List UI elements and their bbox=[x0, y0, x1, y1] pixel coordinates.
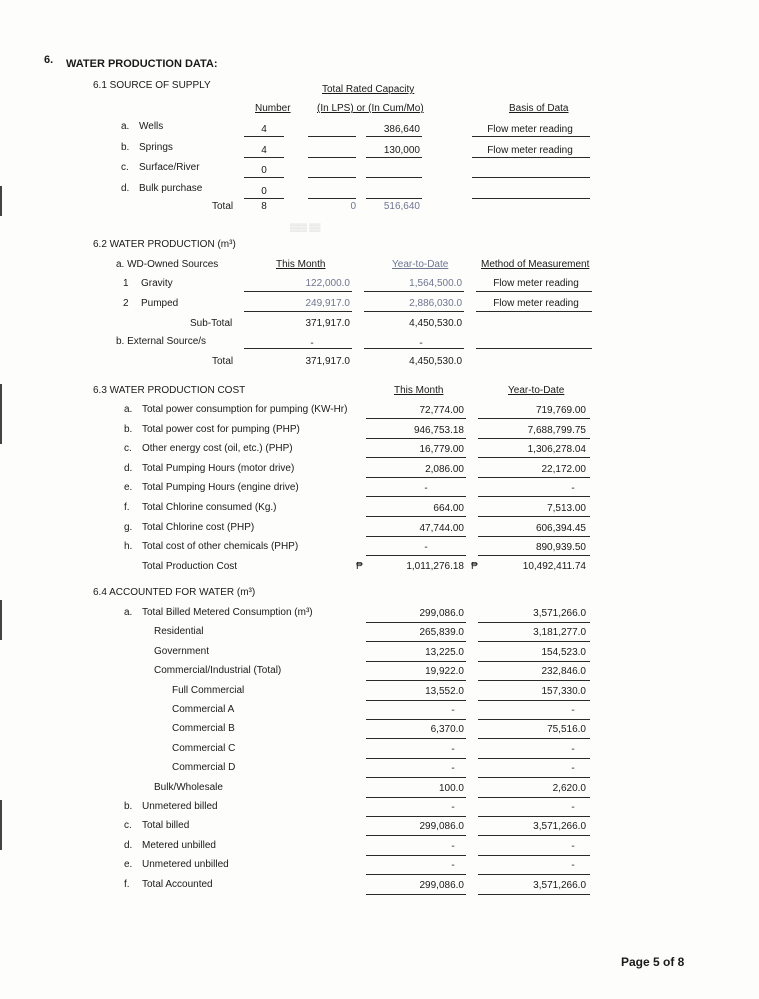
s61-total-label: Total bbox=[212, 201, 234, 212]
s64-row-ytd: - bbox=[571, 763, 575, 775]
s63-row-this-month: 47,744.00 bbox=[419, 522, 464, 534]
s62-total-ytd: 4,450,530.0 bbox=[409, 356, 462, 367]
s64-row-ytd: 3,181,277.0 bbox=[533, 627, 586, 639]
s62-sub-b: b. External Source/s bbox=[116, 336, 207, 347]
rule bbox=[366, 555, 466, 556]
s63-heading: 6.3 WATER PRODUCTION COST bbox=[93, 385, 246, 396]
s63-row-letter: f. bbox=[124, 502, 130, 513]
rule bbox=[364, 291, 464, 292]
s63-row-this-month: 16,779.00 bbox=[419, 444, 464, 456]
rule bbox=[366, 438, 466, 439]
rule bbox=[478, 700, 590, 701]
s62-total-label: Total bbox=[212, 356, 234, 367]
s63-peso-sign-2: ₱ bbox=[471, 561, 478, 572]
s62-subtotal-this-month: 371,917.0 bbox=[305, 318, 350, 329]
s61-col-capacity-units: (In LPS) or (In Cum/Mo) bbox=[317, 103, 424, 114]
s64-row-label: Total Billed Metered Consumption (m³) bbox=[142, 607, 313, 618]
s62-row-num: 1 bbox=[123, 278, 129, 289]
s61-row-letter: a. bbox=[121, 121, 130, 132]
s64-row-letter: f. bbox=[124, 878, 130, 890]
s64-row-ytd: - bbox=[571, 802, 575, 813]
s64-row-ytd: 154,523.0 bbox=[541, 646, 586, 658]
rule bbox=[244, 157, 284, 158]
s64-row-this-month: 19,922.0 bbox=[425, 666, 464, 678]
s63-row-label: Total Chlorine consumed (Kg.) bbox=[142, 502, 277, 513]
scan-edge-mark bbox=[0, 384, 2, 444]
rule bbox=[366, 198, 422, 199]
rule bbox=[366, 797, 466, 798]
rule bbox=[366, 496, 466, 497]
s64-row-label: Unmetered billed bbox=[142, 801, 218, 812]
s61-total-number: 8 bbox=[261, 201, 267, 212]
s64-row-ytd: - bbox=[571, 743, 575, 755]
rule bbox=[366, 738, 466, 739]
rule bbox=[366, 536, 466, 537]
s62-subtotal-ytd: 4,450,530.0 bbox=[409, 318, 462, 329]
rule bbox=[244, 348, 352, 349]
s64-row-letter: b. bbox=[124, 801, 133, 812]
rule bbox=[308, 157, 356, 158]
s63-row-letter: a. bbox=[124, 404, 133, 415]
s64-row-letter: c. bbox=[124, 820, 132, 832]
s64-row-this-month: 265,839.0 bbox=[419, 627, 464, 639]
rule bbox=[478, 777, 590, 778]
s62-row-this-month: 249,917.0 bbox=[305, 298, 350, 309]
s63-row-ytd: 7,688,799.75 bbox=[527, 424, 586, 436]
s63-row-ytd: 719,769.00 bbox=[535, 405, 586, 416]
rule bbox=[366, 661, 466, 662]
s62-col-method: Method of Measurement bbox=[481, 259, 590, 270]
rule bbox=[478, 835, 590, 836]
section-number: 6. bbox=[44, 54, 54, 66]
s64-row-this-month: 13,552.0 bbox=[425, 685, 464, 697]
rule bbox=[478, 516, 590, 517]
s63-row-ytd: - bbox=[571, 483, 575, 495]
s62-col-ytd: Year-to-Date bbox=[392, 259, 449, 270]
s64-row-label: Commercial/Industrial (Total) bbox=[154, 665, 282, 677]
s62-heading: 6.2 WATER PRODUCTION (m³) bbox=[93, 239, 236, 250]
s61-row-label: Wells bbox=[139, 121, 164, 132]
s62-total-this-month: 371,917.0 bbox=[305, 356, 350, 367]
s61-col-capacity-title: Total Rated Capacity bbox=[322, 84, 415, 95]
s63-row-ytd: 890,939.50 bbox=[535, 542, 586, 554]
s64-row-label: Commercial C bbox=[172, 742, 236, 754]
rule bbox=[366, 457, 466, 458]
rule bbox=[244, 136, 284, 137]
s64-row-this-month: - bbox=[451, 763, 455, 775]
s62-external-this-month: - bbox=[310, 338, 314, 349]
s63-row-label: Other energy cost (oil, etc.) (PHP) bbox=[142, 443, 293, 455]
s63-row-label: Total Pumping Hours (engine drive) bbox=[142, 482, 299, 494]
s62-row-method: Flow meter reading bbox=[493, 298, 579, 309]
s63-total-label: Total Production Cost bbox=[142, 561, 238, 572]
rule bbox=[478, 894, 590, 895]
s61-col-number: Number bbox=[255, 103, 291, 114]
page-number: Page 5 of 8 bbox=[621, 955, 685, 969]
s64-row-ytd: - bbox=[571, 860, 575, 872]
rule bbox=[478, 874, 590, 875]
s64-heading: 6.4 ACCOUNTED FOR WATER (m³) bbox=[93, 587, 256, 598]
s63-row-label: Total Pumping Hours (motor drive) bbox=[142, 462, 295, 474]
s64-row-this-month: 100.0 bbox=[438, 782, 464, 794]
rule bbox=[366, 680, 466, 681]
rule bbox=[244, 177, 284, 178]
s62-external-ytd: - bbox=[419, 338, 423, 349]
rule bbox=[366, 516, 466, 517]
scan-edge-mark bbox=[0, 800, 2, 850]
s61-row-number: 0 bbox=[261, 185, 267, 197]
s63-row-ytd: 22,172.00 bbox=[541, 463, 586, 475]
s64-row-this-month: 299,086.0 bbox=[419, 821, 464, 833]
s64-row-this-month: 13,225.0 bbox=[425, 646, 464, 658]
s61-row-basis: Flow meter reading bbox=[487, 124, 573, 135]
s61-row-number: 0 bbox=[261, 165, 267, 176]
s63-peso-sign: ₱ bbox=[356, 561, 363, 572]
rule bbox=[478, 496, 590, 497]
s63-row-letter: d. bbox=[124, 462, 133, 474]
s61-row-letter: b. bbox=[121, 141, 130, 153]
rule bbox=[366, 477, 466, 478]
s61-row-cum: 386,640 bbox=[383, 124, 420, 135]
s61-row-label: Surface/River bbox=[139, 162, 200, 173]
s63-row-this-month: - bbox=[424, 542, 428, 554]
s61-row-basis: Flow meter reading bbox=[487, 144, 573, 156]
s61-row-cum: 130,000 bbox=[383, 144, 420, 156]
rule bbox=[366, 641, 466, 642]
rule bbox=[478, 536, 590, 537]
rule bbox=[478, 680, 590, 681]
s64-row-label: Total billed bbox=[142, 820, 190, 832]
s64-row-ytd: 75,516.0 bbox=[547, 724, 586, 736]
rule bbox=[366, 855, 466, 856]
s61-total-lps: 0 bbox=[350, 201, 356, 212]
rule bbox=[366, 177, 422, 178]
rule bbox=[364, 348, 464, 349]
rule bbox=[478, 758, 590, 759]
s64-row-letter: a. bbox=[124, 607, 133, 618]
rule bbox=[476, 348, 592, 349]
s63-row-label: Total cost of other chemicals (PHP) bbox=[142, 541, 299, 553]
rule bbox=[478, 477, 590, 478]
rule bbox=[308, 198, 356, 199]
s64-row-letter: e. bbox=[124, 859, 133, 871]
scan-edge-mark bbox=[0, 600, 2, 640]
s63-row-this-month: 72,774.00 bbox=[419, 405, 464, 416]
rule bbox=[364, 311, 464, 312]
s64-row-letter: d. bbox=[124, 839, 133, 851]
s63-row-letter: c. bbox=[124, 443, 132, 455]
s62-row-label: Pumped bbox=[141, 298, 179, 309]
s61-row-number: 4 bbox=[261, 124, 267, 135]
s61-row-letter: d. bbox=[121, 182, 130, 194]
rule bbox=[244, 198, 284, 199]
s63-row-letter: h. bbox=[124, 541, 133, 553]
rule bbox=[478, 622, 590, 623]
s64-row-label: Commercial D bbox=[172, 762, 236, 774]
s64-row-ytd: - bbox=[571, 705, 575, 716]
s61-row-label: Springs bbox=[139, 141, 173, 153]
rule bbox=[366, 418, 466, 419]
rule bbox=[366, 136, 422, 137]
s63-row-label: Total Chlorine cost (PHP) bbox=[142, 521, 255, 533]
rule bbox=[366, 700, 466, 701]
s64-row-this-month: - bbox=[451, 705, 455, 716]
rule bbox=[478, 797, 590, 798]
rule bbox=[478, 855, 590, 856]
s61-row-label: Bulk purchase bbox=[139, 182, 203, 194]
rule bbox=[478, 418, 590, 419]
s61-total-cum: 516,640 bbox=[383, 201, 420, 212]
rule bbox=[478, 555, 590, 556]
s64-row-label: Government bbox=[154, 645, 210, 657]
rule bbox=[366, 835, 466, 836]
s62-row-num: 2 bbox=[123, 298, 129, 309]
s63-row-letter: e. bbox=[124, 482, 133, 494]
s63-col-this-month: This Month bbox=[394, 385, 444, 396]
s64-row-this-month: - bbox=[451, 802, 455, 813]
s64-row-ytd: 232,846.0 bbox=[541, 666, 586, 678]
s61-heading: 6.1 SOURCE OF SUPPLY bbox=[93, 80, 211, 91]
scan-edge-mark bbox=[0, 186, 2, 216]
s64-row-this-month: 6,370.0 bbox=[430, 724, 464, 736]
s64-row-this-month: - bbox=[451, 860, 455, 872]
s62-row-ytd: 2,886,030.0 bbox=[409, 298, 462, 309]
s63-row-letter: b. bbox=[124, 423, 133, 435]
rule bbox=[366, 719, 466, 720]
s62-subtotal-label: Sub-Total bbox=[190, 318, 233, 329]
s64-row-label: Metered unbilled bbox=[142, 839, 216, 851]
s63-row-letter: g. bbox=[124, 521, 133, 533]
s62-row-method: Flow meter reading bbox=[493, 278, 579, 289]
rule bbox=[472, 177, 590, 178]
s64-row-ytd: 157,330.0 bbox=[541, 685, 586, 697]
s63-row-this-month: 664.00 bbox=[433, 503, 464, 514]
s61-col-basis: Basis of Data bbox=[509, 103, 569, 114]
s63-row-label: Total power consumption for pumping (KW-Hr) bbox=[142, 404, 348, 415]
s63-row-label: Total power cost for pumping (PHP) bbox=[142, 423, 300, 435]
rule bbox=[472, 136, 590, 137]
rule bbox=[478, 641, 590, 642]
rule bbox=[366, 816, 466, 817]
s64-row-label: Total Accounted bbox=[142, 878, 213, 890]
s61-row-letter: c. bbox=[121, 162, 129, 173]
s64-row-this-month: 299,086.0 bbox=[419, 608, 464, 619]
rule bbox=[366, 622, 466, 623]
s64-row-label: Commercial B bbox=[172, 723, 235, 735]
rule bbox=[478, 661, 590, 662]
s64-row-this-month: - bbox=[451, 840, 455, 852]
rule bbox=[244, 291, 352, 292]
rule bbox=[308, 136, 356, 137]
s62-row-ytd: 1,564,500.0 bbox=[409, 278, 462, 289]
s63-row-ytd: 7,513.00 bbox=[547, 503, 586, 514]
rule bbox=[478, 438, 590, 439]
s62-sub-a: a. WD-Owned Sources bbox=[116, 259, 219, 270]
rule bbox=[366, 894, 466, 895]
rule bbox=[366, 874, 466, 875]
rule bbox=[476, 311, 592, 312]
s64-row-label: Residential bbox=[154, 626, 204, 638]
s64-row-ytd: 2,620.0 bbox=[552, 782, 586, 794]
s63-row-this-month: 2,086.00 bbox=[425, 463, 464, 475]
rule bbox=[472, 157, 590, 158]
s63-total-this-month: 1,011,276.18 bbox=[406, 561, 464, 572]
s63-row-ytd: 606,394.45 bbox=[535, 522, 586, 534]
s62-col-this-month: This Month bbox=[276, 259, 326, 270]
s64-row-ytd: 3,571,266.0 bbox=[533, 608, 586, 619]
s64-row-label: Unmetered unbilled bbox=[142, 859, 229, 871]
s63-row-ytd: 1,306,278.04 bbox=[527, 444, 586, 456]
s64-row-label: Full Commercial bbox=[172, 684, 245, 696]
rule bbox=[478, 719, 590, 720]
s63-row-this-month: 946,753.18 bbox=[413, 424, 464, 436]
s61-row-number: 4 bbox=[261, 144, 267, 156]
s63-col-ytd: Year-to-Date bbox=[508, 385, 565, 396]
s64-row-ytd: 3,571,266.0 bbox=[533, 821, 586, 833]
rule bbox=[476, 291, 592, 292]
rule bbox=[478, 738, 590, 739]
rule bbox=[478, 457, 590, 458]
bleed-through-text: ▒▒▒ ▒▒ bbox=[290, 223, 321, 232]
s64-row-this-month: 299,086.0 bbox=[419, 879, 464, 891]
s64-row-ytd: 3,571,266.0 bbox=[533, 879, 586, 891]
s62-row-this-month: 122,000.0 bbox=[305, 278, 350, 289]
s62-row-label: Gravity bbox=[141, 278, 173, 289]
s63-total-ytd: 10,492,411.74 bbox=[522, 561, 586, 572]
section-title: WATER PRODUCTION DATA: bbox=[66, 58, 218, 70]
rule bbox=[366, 758, 466, 759]
rule bbox=[366, 157, 422, 158]
rule bbox=[244, 311, 352, 312]
rule bbox=[366, 777, 466, 778]
s64-row-ytd: - bbox=[571, 840, 575, 852]
s63-row-this-month: - bbox=[424, 483, 428, 495]
rule bbox=[478, 816, 590, 817]
rule bbox=[472, 198, 590, 199]
s64-row-this-month: - bbox=[451, 743, 455, 755]
rule bbox=[308, 177, 356, 178]
s64-row-label: Commercial A bbox=[172, 704, 235, 715]
s64-row-label: Bulk/Wholesale bbox=[154, 781, 223, 793]
